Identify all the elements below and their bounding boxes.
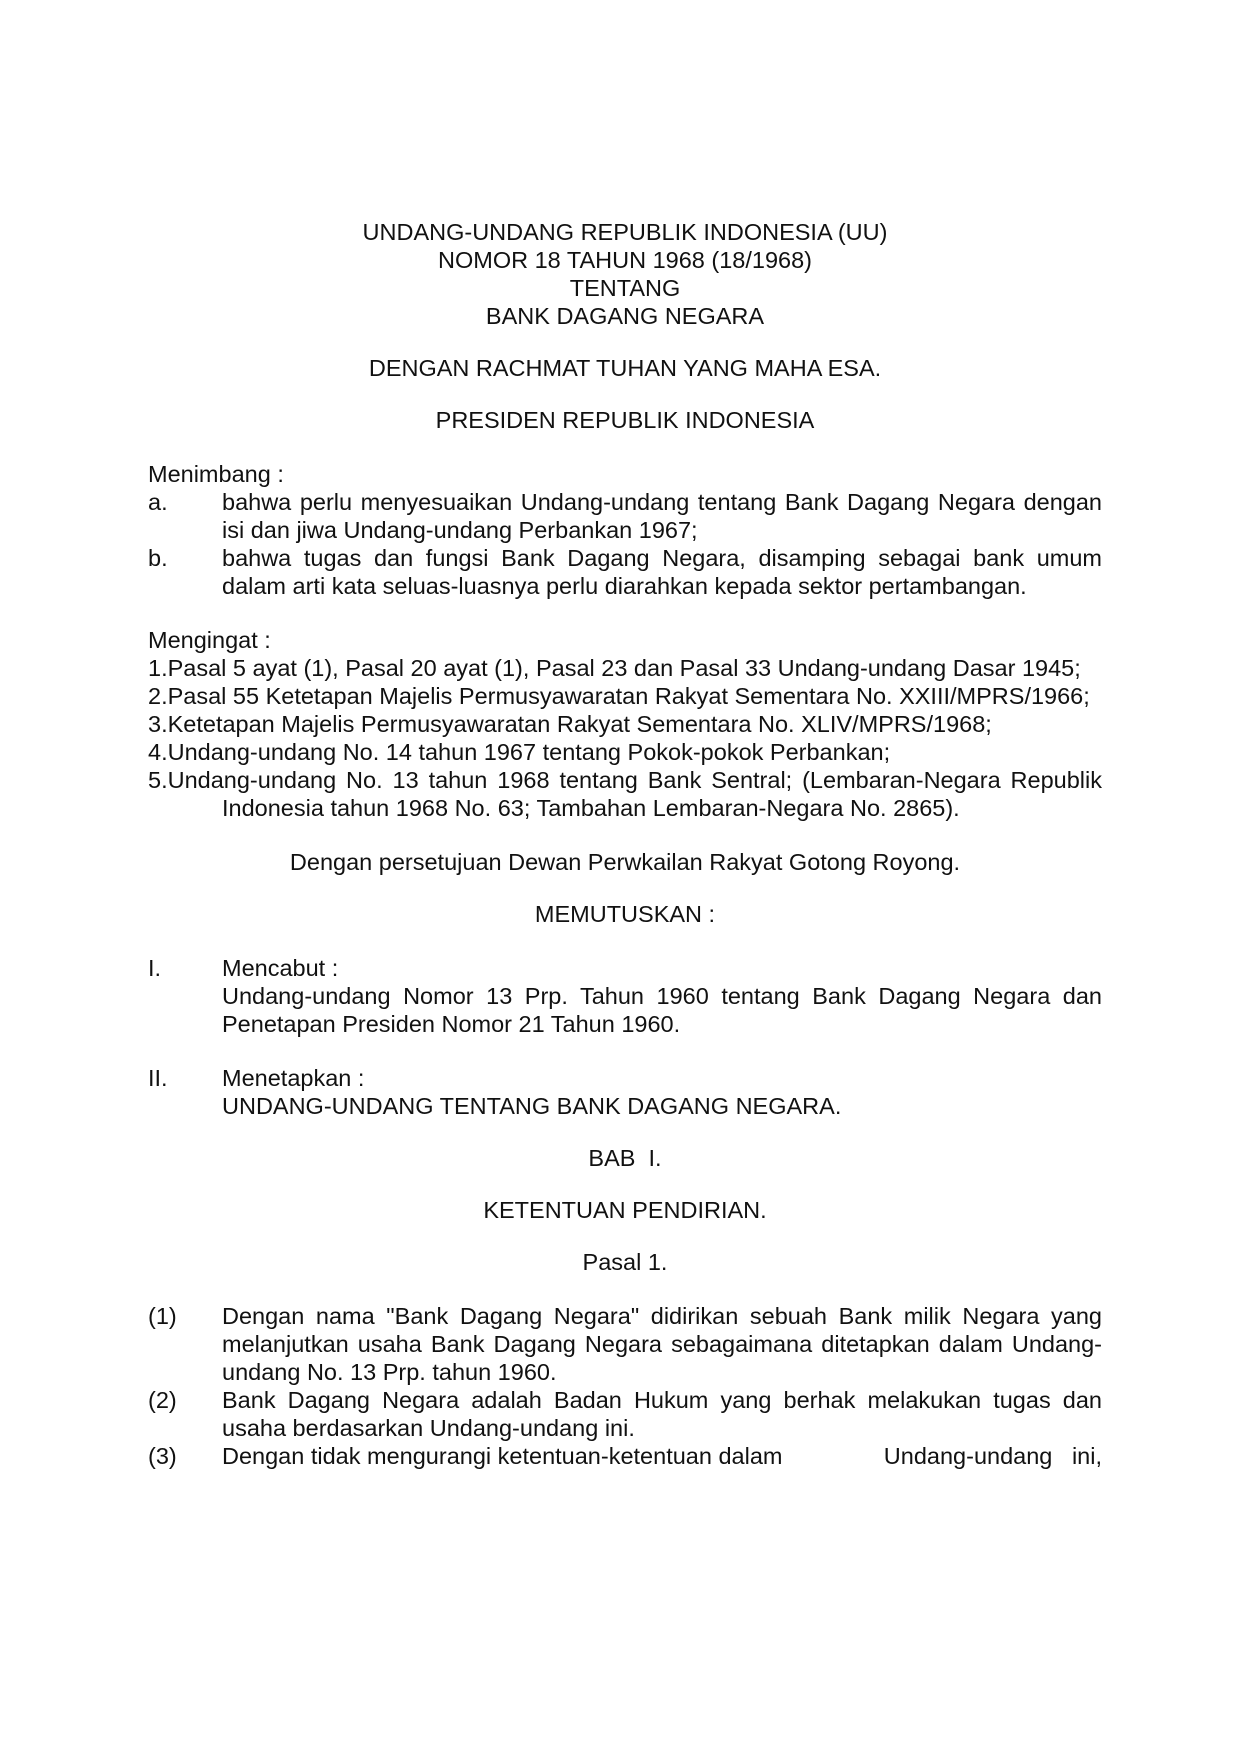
- mengingat-section: [148, 626, 1102, 822]
- menimbang-label: Menimbang :: [148, 461, 284, 487]
- menimbang-mark-b: b.: [148, 545, 168, 571]
- pasal-item-1: [148, 1302, 1102, 1386]
- menimbang-section: [148, 460, 1102, 600]
- header-line-4: BANK DAGANG NEGARA: [485, 303, 765, 329]
- mengingat-item-1: 1.Pasal 5 ayat (1), Pasal 20 ayat (1), Pasal 23 dan Pasal 33 Undang-undang Dasar 1945;: [148, 655, 1081, 681]
- document-header: [148, 218, 1102, 330]
- decision-text-i: Undang-undang Nomor 13 Prp. Tahun 1960 tentang Bank Dagang Negara dan Penetapan Presiden Nomor 21 Tahun 1960.: [222, 983, 1102, 1037]
- pasal-1-items: [148, 1302, 1102, 1470]
- document-page: [148, 218, 1102, 1470]
- pasal-text-1: Dengan nama "Bank Dagang Negara" didirikan sebuah Bank milik Negara yang melanjutkan usaha Bank Dagang Negara sebagaimana ditetapkan dalam Undang-undang No. 13 Prp. tahun 1960.: [222, 1303, 1102, 1385]
- decide-heading: MEMUTUSKAN :: [534, 901, 716, 927]
- decision-heading-ii: Menetapkan :: [222, 1065, 365, 1091]
- header-line-3: TENTANG: [569, 275, 681, 301]
- decision-heading-i: Mencabut :: [222, 955, 339, 981]
- pasal-mark-3: (3): [148, 1443, 177, 1469]
- mengingat-item-3: 3.Ketetapan Majelis Permusyawaratan Rakyat Sementara No. XLIV/MPRS/1968;: [148, 711, 992, 737]
- pasal-text-3-left: Dengan tidak mengurangi ketentuan-ketentuan dalam: [222, 1443, 783, 1469]
- mengingat-item-4: 4.Undang-undang No. 14 tahun 1967 tentang Pokok-pokok Perbankan;: [148, 739, 891, 765]
- pasal-text-2: Bank Dagang Negara adalah Badan Hukum yang berhak melakukan tugas dan usaha berdasarkan Undang-undang ini.: [222, 1387, 1102, 1441]
- president-title: PRESIDEN REPUBLIK INDONESIA: [435, 407, 815, 433]
- decision-text-ii: UNDANG-UNDANG TENTANG BANK DAGANG NEGARA.: [222, 1093, 842, 1119]
- header-line-2: NOMOR 18 TAHUN 1968 (18/1968): [438, 247, 812, 273]
- decision-i: [148, 954, 1102, 1038]
- pasal-mark-1: (1): [148, 1303, 177, 1329]
- mengingat-label: Mengingat :: [148, 627, 271, 653]
- header-line-1: UNDANG-UNDANG REPUBLIK INDONESIA (UU): [362, 219, 888, 245]
- menimbang-text-a: bahwa perlu menyesuaikan Undang-undang tentang Bank Dagang Negara dengan isi dan jiwa Undang-undang Perbankan 1967;: [222, 489, 1102, 543]
- menimbang-item-a: [148, 488, 1102, 544]
- decision-ii: [148, 1064, 1102, 1120]
- menimbang-item-b: [148, 544, 1102, 600]
- decision-mark-ii: II.: [148, 1065, 168, 1091]
- pasal-item-3: [148, 1442, 1102, 1470]
- pasal-text-3-right: Undang-undang ini,: [883, 1443, 1102, 1469]
- invocation: DENGAN RACHMAT TUHAN YANG MAHA ESA.: [368, 355, 882, 381]
- pasal-item-2: [148, 1386, 1102, 1442]
- bab-title: KETENTUAN PENDIRIAN.: [483, 1197, 767, 1223]
- mengingat-item-5: 5.Undang-undang No. 13 tahun 1968 tentang Bank Sentral; (Lembaran-Negara Republik Indonesia tahun 1968 No. 63; Tambahan Lembaran-Negara No. 2865).: [148, 767, 1102, 821]
- menimbang-text-b: bahwa tugas dan fungsi Bank Dagang Negara, disamping sebagai bank umum dalam arti kata seluas-luasnya perlu diarahkan kepada sektor pertambangan.: [222, 545, 1102, 599]
- pasal-mark-2: (2): [148, 1387, 177, 1413]
- decision-mark-i: I.: [148, 955, 162, 981]
- bab-heading: BAB I.: [588, 1145, 662, 1171]
- approval-statement: Dengan persetujuan Dewan Perwkailan Rakyat Gotong Royong.: [289, 849, 961, 875]
- menimbang-mark-a: a.: [148, 489, 168, 515]
- pasal-heading: Pasal 1.: [582, 1249, 668, 1275]
- mengingat-item-2: 2.Pasal 55 Ketetapan Majelis Permusyawaratan Rakyat Sementara No. XXIII/MPRS/1966;: [148, 683, 1090, 709]
